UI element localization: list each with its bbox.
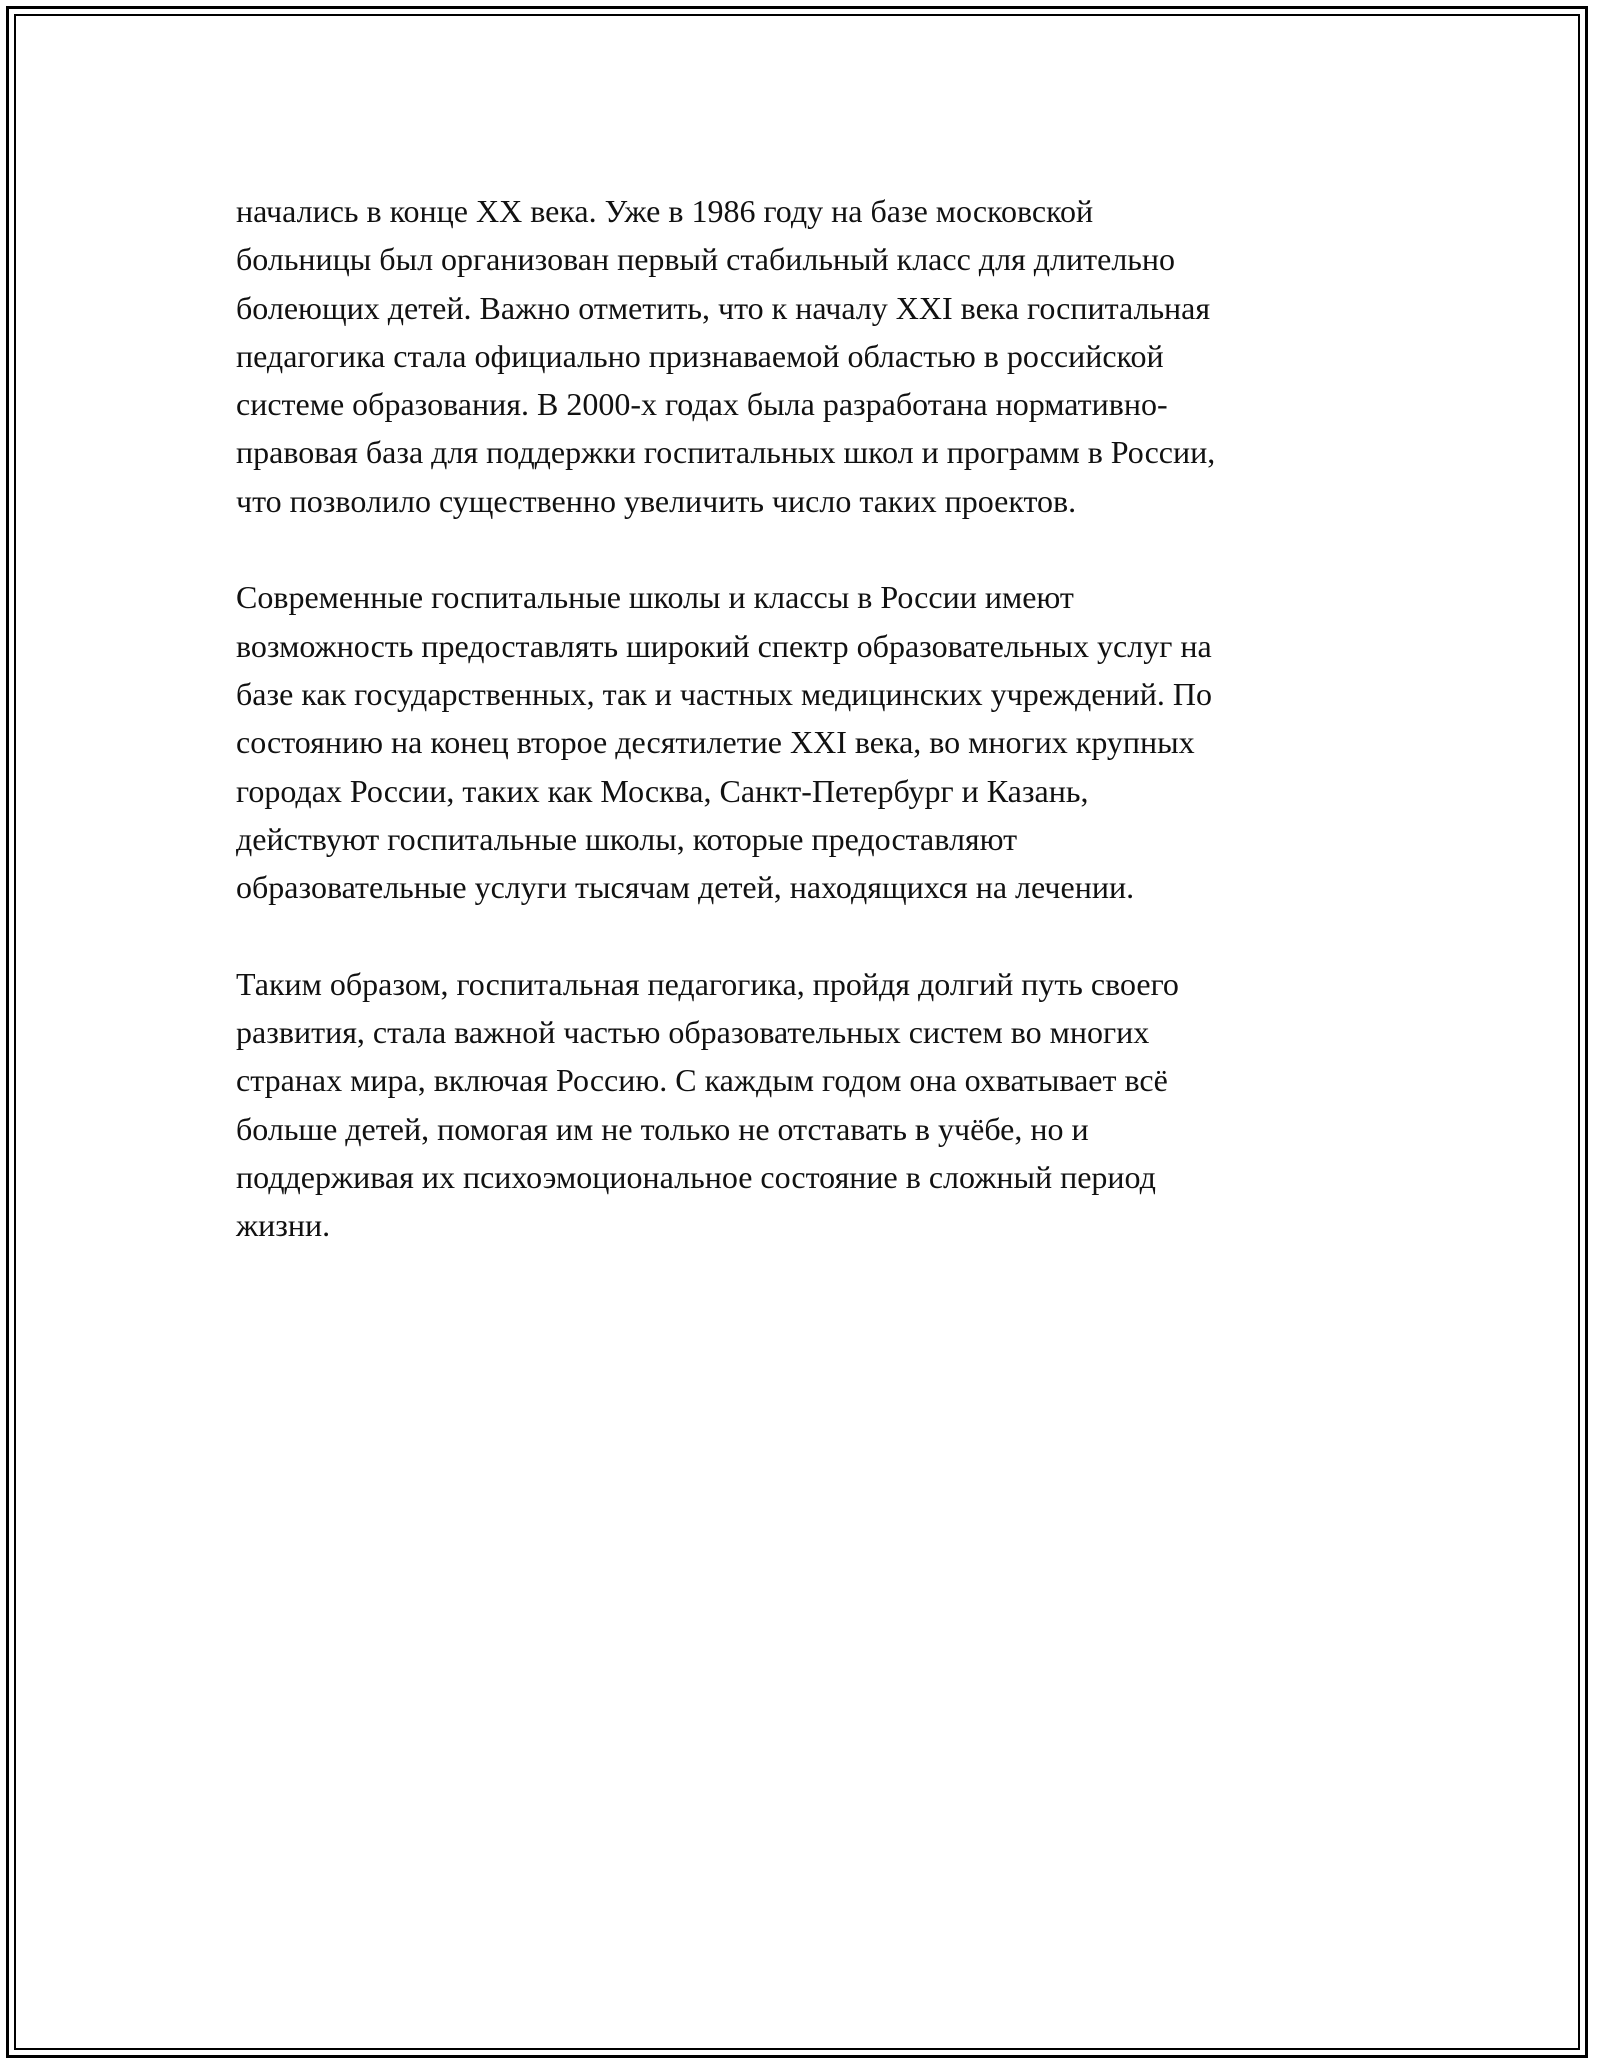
text-line: больше детей, помогая им не только не отставать в учёбе, но и (236, 1110, 1089, 1147)
text-line: начались в конце XX века. Уже в 1986 году на базе московской (236, 193, 1094, 229)
text-line: состоянию на конец второе десятилетие XXI века, во многих крупных (236, 724, 1195, 761)
text-line: базе как государственных, так и частных медицинских учреждений. По (236, 675, 1212, 712)
text-line: что позволило существенно увеличить число таких проектов. (236, 482, 1077, 519)
text-line: Современные госпитальные школы и классы в России имеют (236, 579, 1074, 616)
text-line: педагогика стала официально признаваемой областью в российской (236, 337, 1164, 374)
text-line: системе образования. В 2000-х годах была разработана нормативно- (236, 386, 1168, 423)
text-line: развития, стала важной частью образовательных систем во многих (236, 1014, 1150, 1051)
paragraph-2 (236, 573, 1366, 911)
text-line: образовательные услуги тысячам детей, находящихся на лечении. (236, 869, 1135, 906)
text-line: правовая база для поддержки госпитальных школ и программ в России, (236, 434, 1216, 471)
text-line: возможность предоставлять широкий спектр образовательных услуг на (236, 627, 1212, 664)
document-body (236, 187, 1366, 1298)
text-line: городах России, таких как Москва, Санкт-Петербург и Казань, (236, 772, 1089, 809)
text-line: больницы был организован первый стабильный класс для длительно (236, 241, 1175, 278)
text-line: жизни. (236, 1207, 331, 1244)
text-line: действуют госпитальные школы, которые предоставляют (236, 820, 1018, 857)
text-line: болеющих детей. Важно отметить, что к началу XXI века госпитальная (236, 289, 1211, 326)
text-line: поддерживая их психоэмоциональное состояние в сложный период (236, 1158, 1156, 1195)
text-line: Таким образом, госпитальная педагогика, пройдя долгий путь своего (236, 965, 1179, 1002)
paragraph-1 (236, 187, 1366, 525)
text-line: странах мира, включая Россию. С каждым годом она охватывает всё (236, 1062, 1168, 1099)
paragraph-3 (236, 960, 1366, 1250)
